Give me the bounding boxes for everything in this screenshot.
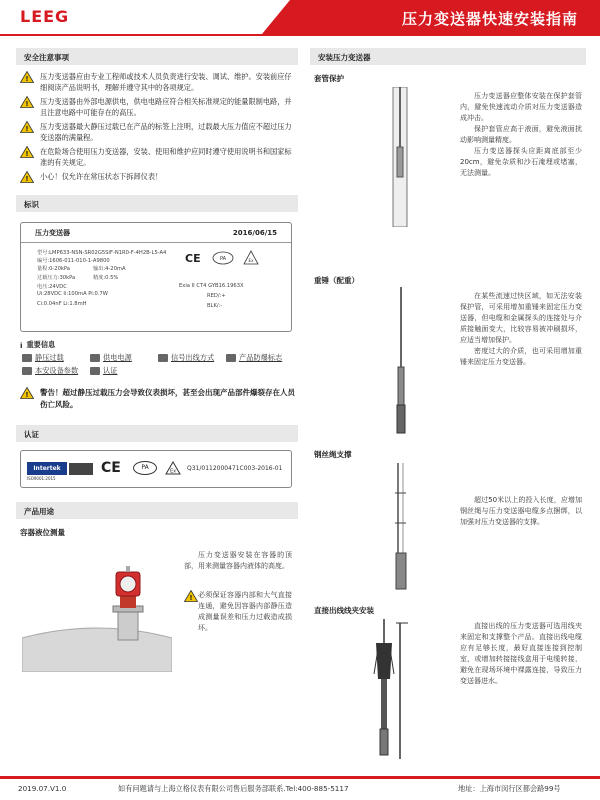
left-column [16,48,298,672]
install-heading: 安装压力变送器 [310,48,586,65]
warning-icon [20,146,34,158]
info-heading [16,340,298,350]
footer-version: 2019.07.V1.0 [18,784,67,793]
right-column [310,48,586,761]
safety-text: 在危险场合使用压力变送器，安装、使用和维护应同时遵守使用说明书和国家标准的有关规定。 [40,147,292,167]
guard-p1: 压力变送器应整体安装在保护套管内，避免快速流动介质对压力变送器造成冲击。 [460,92,582,122]
warning-icon [20,96,34,108]
ex-mark-icon [165,461,181,477]
safety-item [20,71,298,93]
warning-icon [20,171,34,183]
rope-text: 超过50米以上的投入长度，应增加钢丝绳与压力变送器电缆多点捆绑，以加强对压力变送器的支撑。 [460,496,582,526]
svg-text:Ex: Ex [169,468,177,475]
svg-text:!: ! [25,125,29,133]
label-voltage: 电压:24VDC [37,284,67,290]
safety-item [20,96,298,118]
guard-text [460,91,582,179]
warning-icon [184,590,198,602]
pa-mark: PA [133,461,157,475]
header-divider [0,34,600,36]
weight-p1: 在某些流速过快区域，如无法安装保护管，可采用增加重锤来固定压力变送器，但电缆和金属探头的连接处与介质接触面变大，比较容易被冲刷损坏，应适当增加保护。 [460,292,582,344]
label-accuracy: 精度:0.5% [93,275,119,281]
info-link-cert[interactable]: 认证 [90,366,158,376]
svg-text:CE: CE [185,252,201,265]
safety-text: 压力变送器由外部电源供电，供电电路应符合相关标准规定的能量限制电路，并且注意电路中可能存在的高压。 [40,97,292,117]
page-title: 压力变送器快速安装指南 [401,10,578,28]
label-output: 输出:4-20mA [93,266,126,272]
usage-text-2-wrap [184,590,292,634]
gauge-icon [22,354,32,362]
clamp-illustration [370,619,410,759]
weight-illustration [394,287,408,437]
info-link-signal[interactable]: 信号出线方式 [158,353,226,363]
guard-p3: 压力变送器探头应距离底部至少20cm，避免杂质和沙石淹埋或堵塞，无法测量。 [460,147,582,177]
label-ci: Ci:0.04nF Li:1.8mH [37,301,87,307]
label-red: RED/:+ [207,293,226,299]
usage-sub-heading: 容器液位测量 [20,528,65,537]
info-links [16,353,298,379]
cert-heading: 认证 [16,425,298,442]
label-range: 量程:0-20kPa [37,266,70,272]
safety-text: 压力变送器应由专业工程师或技术人员负责进行安装、调试、维护。安装前应仔细阅读产品说明书，理解并遵守其中的各项规定。 [40,72,292,92]
brand-logo: LEEG [20,7,70,26]
weight-text [460,291,582,368]
warning-icon [20,387,34,399]
ce-mark: CE [101,460,121,476]
safety-text: 小心！仅允许在常压状态下拆卸仪表！ [40,172,163,181]
cert-icon [90,367,100,375]
info-link-power[interactable]: 供电电源 [90,353,158,363]
usage-text-2: 必须保证容器内部和大气直接连通，避免因容器内部静压造成测量误差和压力过载造成损坏。 [198,591,292,632]
label-overload: 过载压力:30kPa [37,275,76,281]
device-icon [22,367,32,375]
page-footer [0,782,600,796]
safety-item [20,146,298,168]
cert-code: Q31/0112000471C003-2016-01 [187,465,283,472]
safety-list [16,71,298,183]
guard-p2: 保护套管应高于液面，避免液面扰动影响测量精度。 [460,125,582,144]
weight-title: 重锤（配重） [314,276,359,285]
tank-illustration [22,548,172,672]
guard-tube-illustration [390,87,410,227]
guard-section [310,69,586,229]
label-heading: 标识 [16,195,298,212]
footer-address: 地址：上海市闵行区都会路99号 [458,784,561,793]
clamp-title: 直接出线线夹安装 [314,606,374,615]
info-heading-text: 重要信息 [26,340,56,349]
warning-icon [20,71,34,83]
page-header [0,0,600,34]
rope-section [310,445,586,595]
qr-code-icon [69,463,93,475]
signal-icon [158,354,168,362]
clamp-section [310,601,586,761]
safety-heading: 安全注意事项 [16,48,298,65]
iso-text: ISO9001:2015 [27,476,56,481]
label-exia: Exia II CT4 GYB16.1963X [179,283,244,289]
label-cert-marks [179,249,279,267]
svg-text:!: ! [25,100,29,108]
safety-item [20,121,298,143]
label-top-row [21,223,291,243]
guard-title: 套管保护 [314,74,344,83]
label-date: 2016/06/15 [232,228,277,237]
weight-section [310,271,586,441]
label-product: 压力变送器 [35,228,70,237]
clamp-text: 直接出线的压力变送器可选用线夹来固定和支撑整个产品。直接出线电缆应有足够长度，最好直接连接到控制室，或增加转接接线盒用于电缆转接，避免在现场环境中裸露连接，导致压力变送器进水。 [460,622,582,685]
weight-p2: 密度过大的介质，也可采用增加重锤来固定压力变送器。 [460,347,582,366]
svg-text:PA: PA [219,256,227,262]
product-label [20,222,292,332]
warning-icon [20,121,34,133]
usage-text-1: 压力变送器安装在容器的顶部，用来测量容器内液体的高度。 [184,551,292,570]
info-icon: i [20,340,23,350]
usage-section [16,542,298,672]
label-blk: BLK/:- [207,303,223,309]
info-link-ex[interactable]: 产品防爆标志 [226,353,294,363]
overload-warning-text: 警告！超过静压过载压力会导致仪表损坏，甚至会出现产品部件爆裂存在人员伤亡风险。 [40,388,295,409]
overload-warning [16,387,298,411]
svg-text:!: ! [25,175,29,183]
power-icon [90,354,100,362]
safety-item [20,171,298,183]
svg-text:!: ! [25,75,29,83]
safety-text: 压力变送器最大静压过载已在产品的标签上注明，过载最大压力值应不超过压力变送器的满量程。 [40,122,292,142]
label-serial: 编号:1606-011-010-1-A9800 [37,258,110,264]
label-model: 型号:LMP633-NSN-SR02G5SIF-N1R0-F-4H2B-L5-A4 [37,250,167,256]
usage-heading: 产品用途 [16,502,298,519]
info-link-static-overload[interactable]: 静压过载 [22,353,90,363]
rope-title: 钢丝绳支撑 [314,450,352,459]
label-ui: Ui:28VDC Ii:100mA Pi:0.7W [37,291,108,297]
svg-text:!: ! [25,391,29,399]
svg-text:!: ! [189,594,193,602]
footer-service: 如有问题请与上海立格仪表有限公司售后服务部联系.Tel:400-885-5117 [118,784,349,793]
footer-divider [0,776,600,779]
svg-text:Ex: Ex [248,258,254,263]
cert-card [20,450,292,488]
info-link-is-params[interactable]: 本安设备参数 [22,366,90,376]
intertek-logo: Intertek [27,462,67,475]
rope-illustration [392,463,410,593]
ex-mark-icon [226,354,236,362]
svg-text:!: ! [25,150,29,158]
